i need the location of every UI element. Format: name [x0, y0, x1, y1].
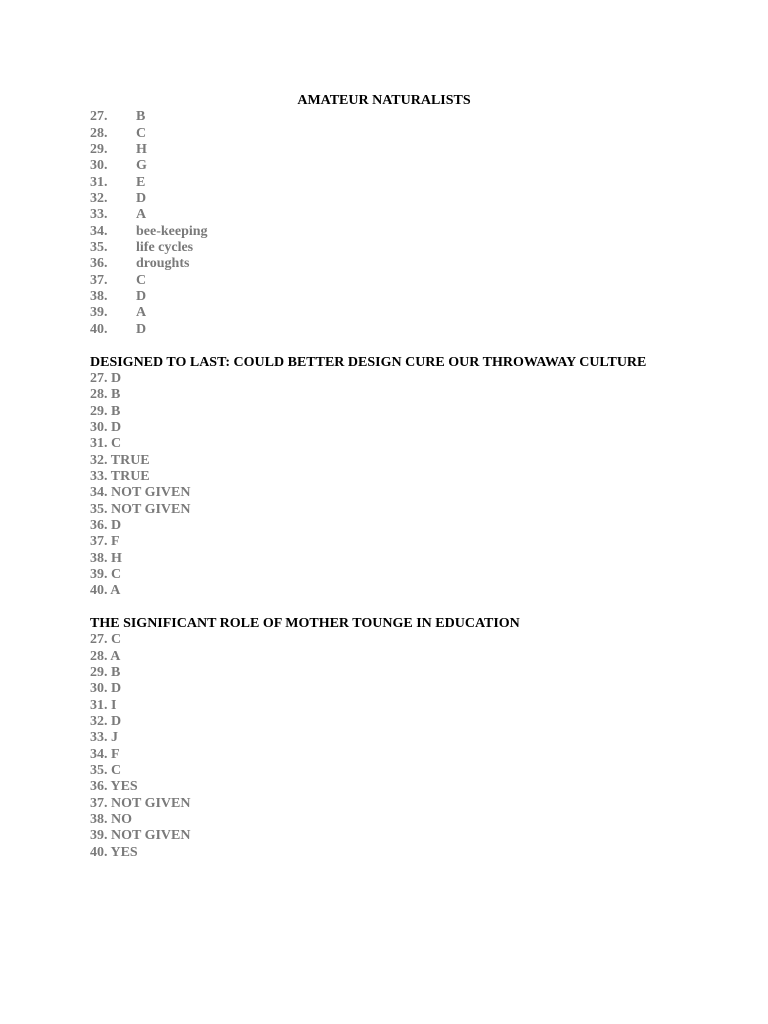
answer-value: D [136, 321, 147, 337]
answer-item: 37. NOT GIVEN [90, 795, 191, 811]
answer-item [90, 322, 690, 338]
answer-item [90, 191, 690, 207]
answer-item: 34. F [90, 746, 120, 762]
answer-item: 36. YES [90, 779, 138, 795]
answer-item [90, 207, 690, 223]
answer-value: C [136, 125, 147, 141]
question-number: 35. [90, 240, 108, 256]
answer-item: 35. NOT GIVEN [90, 501, 191, 517]
answer-item: 33. TRUE [90, 468, 150, 484]
question-number: 31. [90, 174, 108, 190]
question-number: 29. [90, 142, 108, 158]
answer-item [90, 158, 690, 174]
answer-item: 32. TRUE [90, 452, 150, 468]
answer-value: D [136, 191, 147, 207]
question-number: 32. [90, 191, 108, 207]
answer-item [90, 109, 690, 125]
answer-item: 37. F [90, 534, 120, 550]
answer-list [90, 632, 690, 861]
question-number: 37. [90, 272, 108, 288]
section-designed-to-last [90, 355, 690, 600]
answer-item: 33. J [90, 730, 118, 746]
section-title: AMATEUR NATURALISTS [297, 93, 471, 108]
answer-item: 40. YES [90, 844, 138, 860]
answer-item [90, 142, 690, 158]
answer-item [90, 256, 690, 272]
answer-item [90, 240, 690, 256]
question-number: 27. [90, 109, 108, 125]
answer-value: H [136, 142, 147, 158]
question-number: 28. [90, 125, 108, 141]
answer-item: 32. D [90, 714, 122, 730]
answer-item: 29. B [90, 665, 121, 681]
answer-value: G [136, 158, 147, 174]
answer-item [90, 289, 690, 305]
document-page [90, 93, 690, 861]
answer-item: 36. D [90, 517, 122, 533]
answer-item [90, 273, 690, 289]
answer-item: 40. A [90, 583, 121, 599]
section-title: THE SIGNIFICANT ROLE OF MOTHER TOUNGE IN EDUCATION [90, 616, 520, 631]
answer-item: 38. H [90, 550, 122, 566]
section-spacer [90, 600, 690, 616]
answer-item: 28. A [90, 648, 121, 664]
answer-item: 35. C [90, 763, 122, 779]
answer-item: 27. C [90, 632, 122, 648]
answer-item [90, 175, 690, 191]
question-number: 33. [90, 207, 108, 223]
question-number: 39. [90, 305, 108, 321]
answer-item: 29. B [90, 403, 121, 419]
answer-list [90, 371, 690, 600]
answer-item: 28. B [90, 387, 121, 403]
answer-item: 31. I [90, 697, 117, 713]
section-mother-tongue [90, 616, 690, 861]
answer-item: 39. NOT GIVEN [90, 828, 191, 844]
answer-item: 31. C [90, 436, 122, 452]
question-number: 36. [90, 256, 108, 272]
answer-item: 30. D [90, 419, 122, 435]
answer-item [90, 305, 690, 321]
answer-value: C [136, 272, 147, 288]
answer-value: D [136, 289, 147, 305]
answer-value: B [136, 109, 146, 125]
answer-item: 34. NOT GIVEN [90, 485, 191, 501]
section-spacer [90, 338, 690, 354]
answer-list [90, 109, 690, 338]
answer-value: A [136, 207, 147, 223]
question-number: 40. [90, 321, 108, 337]
section-amateur-naturalists [90, 93, 690, 338]
answer-value: E [136, 174, 146, 190]
answer-value: life cycles [136, 240, 194, 256]
question-number: 30. [90, 158, 108, 174]
answer-item [90, 126, 690, 142]
answer-item: 27. D [90, 370, 122, 386]
question-number: 34. [90, 223, 108, 239]
answer-item: 38. NO [90, 812, 132, 828]
answer-item: 39. C [90, 566, 122, 582]
answer-item: 30. D [90, 681, 122, 697]
answer-value: A [136, 305, 147, 321]
answer-value: bee-keeping [136, 223, 208, 239]
answer-item [90, 224, 690, 240]
section-title: DESIGNED TO LAST: COULD BETTER DESIGN CURE OUR THROWAWAY CULTURE [90, 354, 647, 370]
question-number: 38. [90, 289, 108, 305]
answer-value: droughts [136, 256, 190, 272]
